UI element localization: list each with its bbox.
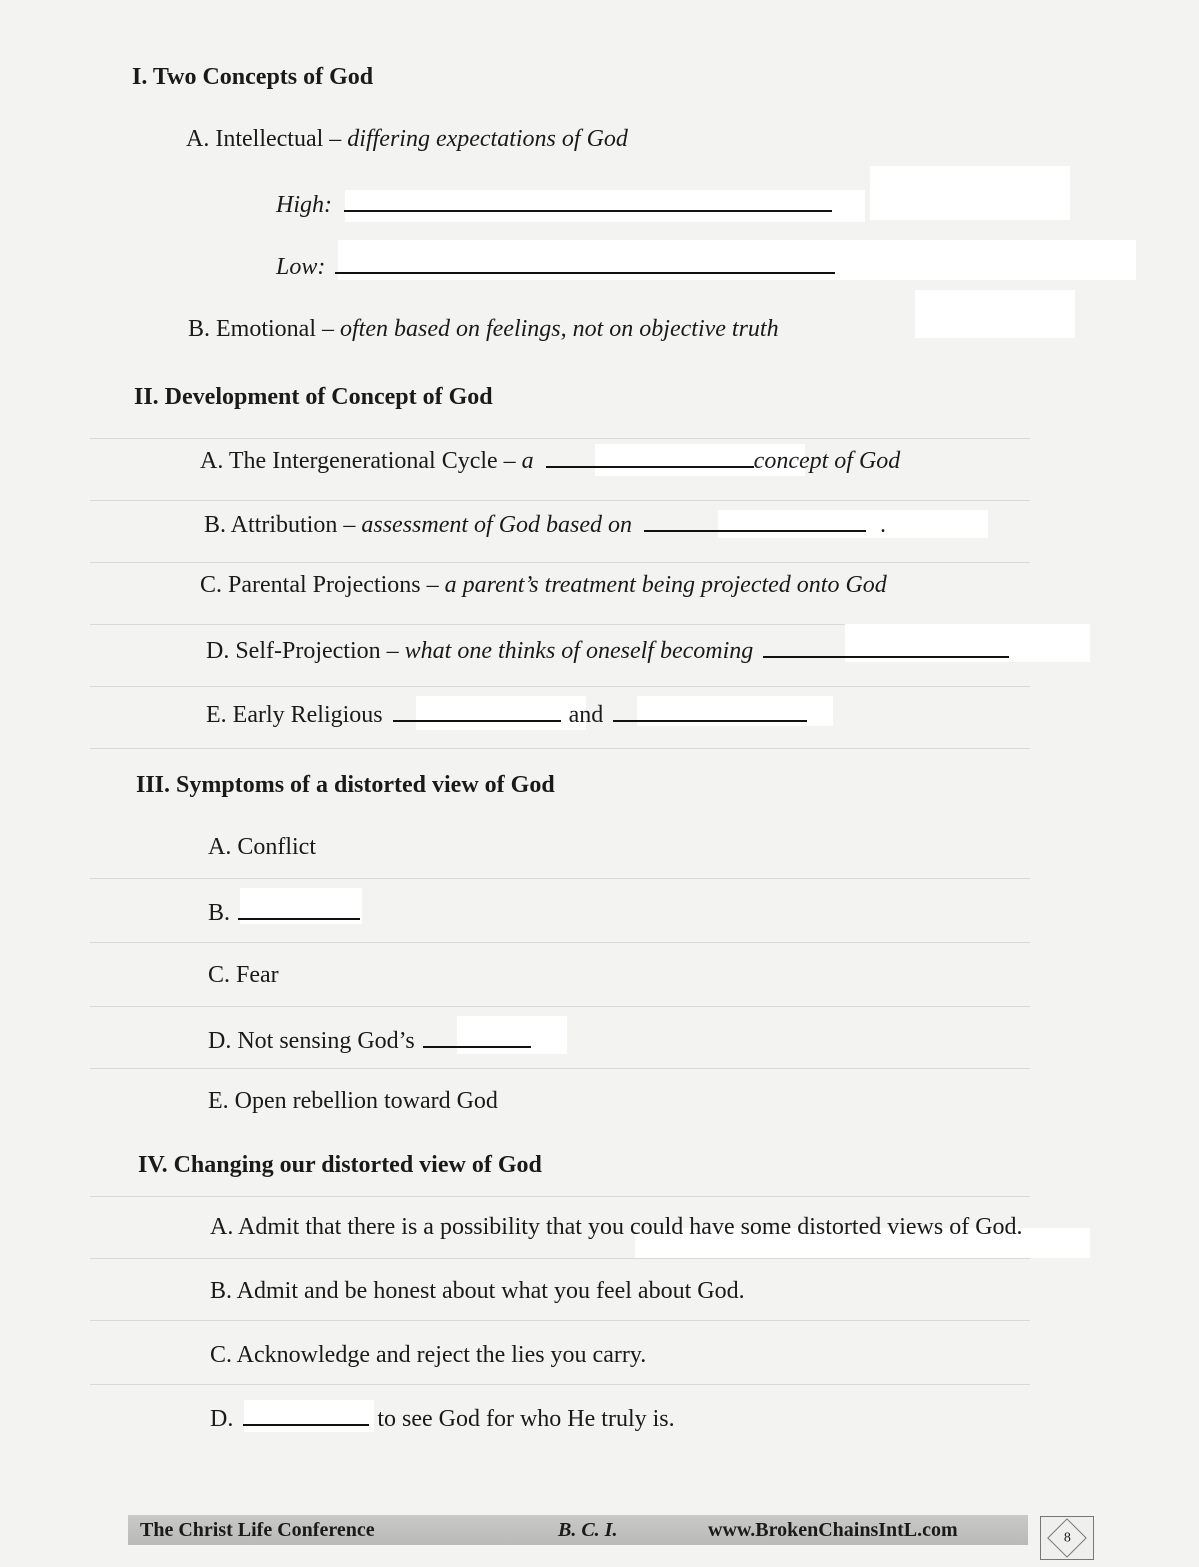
whiteout-patch (915, 290, 1075, 338)
symptom-item: B. (208, 896, 360, 928)
footer-conference: The Christ Life Conference (140, 1519, 375, 1541)
item-self-projection: D. Self-Projection – what one thinks of oneself becoming (206, 634, 1009, 666)
high-blank[interactable] (344, 188, 832, 212)
symptom-d-blank[interactable] (423, 1024, 531, 1048)
item-attribution: B. Attribution – assessment of God based on . (204, 508, 886, 540)
attribution-blank[interactable] (644, 508, 866, 532)
early-religious-blank-1[interactable] (393, 698, 561, 722)
change-item: A. Admit that there is a possibility that you could have some distorted views of God. (210, 1214, 1023, 1240)
low-row: Low: (276, 250, 835, 282)
section-heading: I. Two Concepts of God (132, 64, 374, 90)
section-heading: IV. Changing our distorted view of God (138, 1152, 542, 1178)
change-item: D. to see God for who He truly is. (210, 1402, 675, 1434)
page-diamond-icon (1047, 1518, 1087, 1558)
section-heading: II. Development of Concept of God (134, 384, 493, 410)
item-emotional: B. Emotional – often based on feelings, not on objective truth (188, 316, 779, 342)
self-projection-blank[interactable] (763, 634, 1009, 658)
high-row: High: (276, 188, 832, 220)
low-blank[interactable] (335, 250, 835, 274)
early-religious-blank-2[interactable] (613, 698, 807, 722)
symptom-item: C. Fear (208, 962, 279, 988)
footer-website: www.BrokenChainsIntL.com (708, 1519, 958, 1541)
change-d-blank[interactable] (243, 1402, 369, 1426)
symptom-b-blank[interactable] (238, 896, 360, 920)
footer-bar (128, 1515, 1028, 1545)
change-item: C. Acknowledge and reject the lies you carry. (210, 1342, 647, 1368)
footer-initials: B. C. I. (558, 1519, 618, 1541)
section-heading: III. Symptoms of a distorted view of God (136, 772, 555, 798)
change-item: B. Admit and be honest about what you feel about God. (210, 1278, 745, 1304)
page-number-box (1040, 1516, 1094, 1560)
item-intergenerational: A. The Intergenerational Cycle – a concept of God (200, 444, 900, 476)
symptom-item: E. Open rebellion toward God (208, 1088, 498, 1114)
page-number: 8 (1063, 1530, 1071, 1545)
item-intellectual: A. Intellectual – differing expectations of God (186, 126, 628, 152)
intergenerational-blank[interactable] (546, 444, 754, 468)
item-parental-projections: C. Parental Projections – a parent’s treatment being projected onto God (200, 572, 887, 598)
whiteout-patch (870, 166, 1070, 220)
item-early-religious: E. Early Religious and (206, 698, 807, 730)
symptom-item: D. Not sensing God’s (208, 1024, 531, 1056)
symptom-item: A. Conflict (208, 834, 316, 860)
